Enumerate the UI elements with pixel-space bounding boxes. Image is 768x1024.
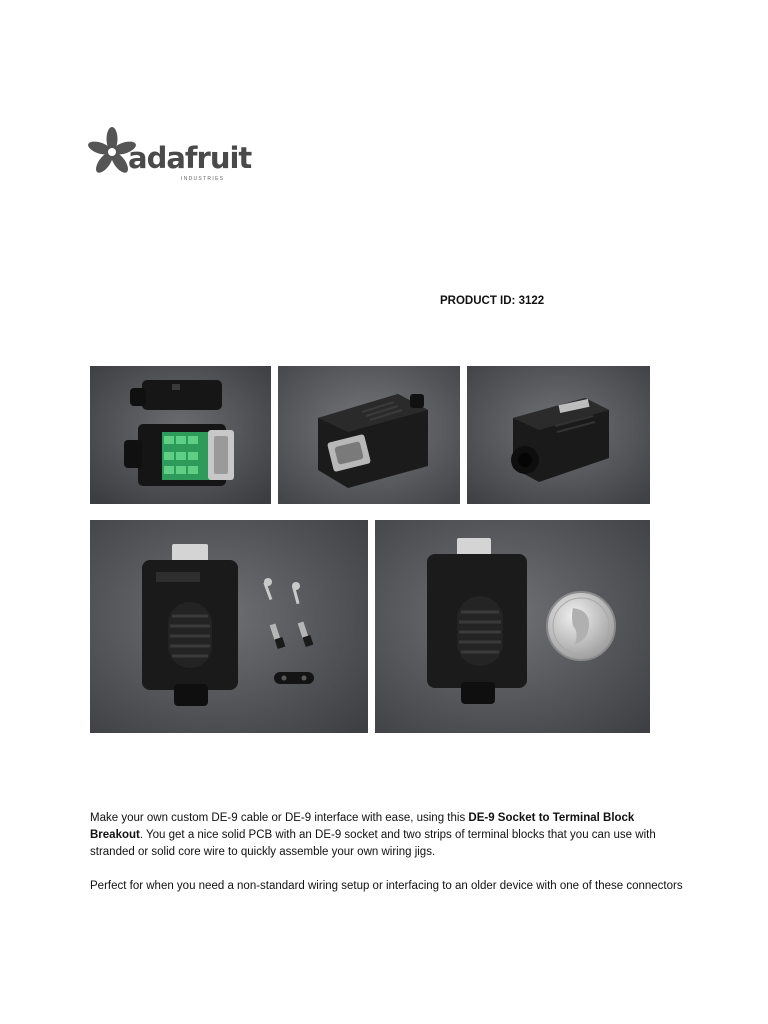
logo-subtitle: INDUSTRIES: [181, 176, 225, 182]
adafruit-logo: [88, 122, 252, 192]
product-photo-front: [278, 366, 460, 504]
description-text: Make your own custom DE-9 cable or DE-9 interface with ease, using this: [90, 812, 469, 824]
description-paragraph-1: [90, 810, 690, 861]
product-name: DE-9 Socket to Terminal Block Breakout: [90, 812, 635, 841]
product-photo-open-housing: [90, 366, 271, 504]
product-photo-with-hardware: [90, 520, 368, 733]
product-description: [90, 810, 690, 912]
description-paragraph-2: Perfect for when you need a non-standard wiring setup or interfacing to an older device with one of these connectors: [90, 880, 683, 892]
product-id: PRODUCT ID: 3122: [440, 295, 545, 307]
product-photo-rear: [467, 366, 650, 504]
logo-wordmark: adafruit: [128, 141, 252, 175]
product-photo-size-comparison: [375, 520, 650, 733]
description-text: . You get a nice solid PCB with an DE-9 socket and two strips of terminal blocks that you can use with stranded or solid core wire to quickly assemble your own wiring jigs.: [90, 829, 656, 858]
